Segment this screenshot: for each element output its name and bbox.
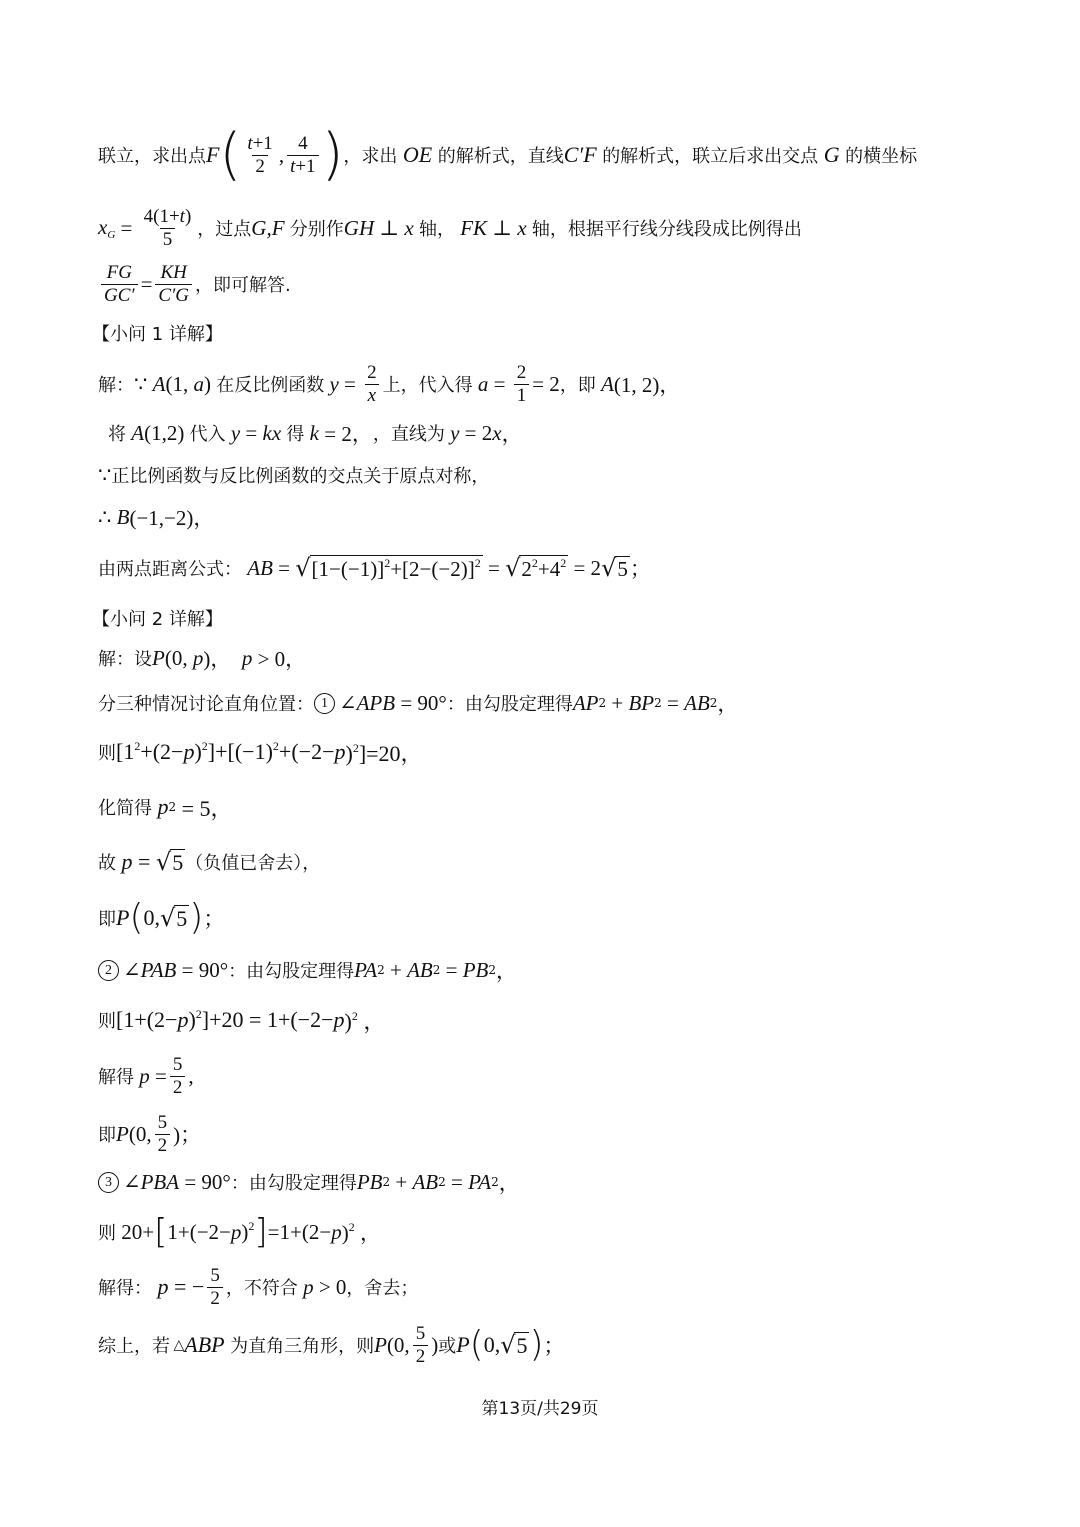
text: ，过点 bbox=[197, 219, 252, 240]
step-line: 将 A (1,2) 代入 y = kx 得 k = 2， ，直线为 y = 2 x ， bbox=[108, 420, 523, 446]
text: ：由勾股定理得 bbox=[446, 694, 573, 715]
text: ，直线为 bbox=[372, 424, 445, 445]
step-line: 解： ∵ A (1, a ) 在反比例函数 y = $\frac{2}{x}$ 上，代入得 a = $\frac{2}{1}$ = 2 ，即 A (1, 2)， bbox=[98, 361, 681, 406]
text: 解得 bbox=[98, 1067, 134, 1088]
text: 为直角三角形，则 bbox=[230, 1336, 375, 1357]
text: 在反比例函数 bbox=[216, 375, 325, 396]
text: 联立，求出点 bbox=[98, 146, 206, 167]
step-line: 即 P ( 0, √ 5 ) ； bbox=[98, 897, 225, 938]
text: 的横坐标 bbox=[845, 146, 918, 167]
text: 的解析式，直线 bbox=[437, 146, 564, 167]
step-line: 由两点距离公式： AB = √ $[1-(-1)]^2+[2-(-2)]^2$ = √ $2^2+4^2$ = 2 √ 5 ； bbox=[98, 554, 651, 582]
text: 分三种情况讨论直角位置： bbox=[98, 694, 314, 715]
subquestion-2-heading: 【小问 2 详解】 bbox=[92, 609, 223, 630]
text: ，即可解答. bbox=[194, 275, 291, 296]
step-line: 则 [1+(2− p )$^2$]+20 = 1+(−2− p )$^2$ ， bbox=[98, 1007, 386, 1034]
text: 分别作 bbox=[289, 219, 344, 240]
text: 则 bbox=[98, 1223, 116, 1244]
text: 解得： bbox=[98, 1278, 152, 1299]
step-line: 故 p = √ 5 （负值已舍去）， bbox=[98, 848, 321, 876]
step-line: ∴ B (−1,−2)， bbox=[98, 504, 215, 530]
step-line: 则 [$1^2+(2-$ p )$^2]+[(-1)^2+(-2-$ p )$^2$]=20， bbox=[98, 739, 423, 766]
text: 则 bbox=[98, 743, 116, 764]
text: 解： bbox=[98, 375, 134, 396]
text: 的解析式，联立后求出交点 bbox=[602, 146, 819, 167]
text: 得 bbox=[286, 424, 305, 445]
text: 化简得 bbox=[98, 798, 152, 819]
intro-line-3: $\frac{FG}{GC'}$ = $\frac{KH}{C'G}$ ，即可解答. bbox=[98, 259, 291, 309]
text: 上，代入得 bbox=[382, 375, 473, 396]
text: 解：设 bbox=[98, 649, 152, 670]
subquestion-1-heading: 【小问 1 详解】 bbox=[92, 324, 223, 345]
text: 代入 bbox=[189, 424, 226, 445]
text: 即 bbox=[98, 1125, 116, 1146]
text: ，求出 bbox=[343, 146, 398, 167]
step-line: ∵ 正比例函数与反比例函数的交点关于原点对称， bbox=[98, 462, 490, 487]
text: ，即 bbox=[559, 375, 596, 396]
text: ，舍去； bbox=[346, 1278, 419, 1299]
text: ：由勾股定理得 bbox=[228, 961, 355, 982]
step-line: 分三种情况讨论直角位置： 1 ∠ APB = 90° ：由勾股定理得 AP 2 + BP 2 = AB 2 ， bbox=[98, 690, 739, 716]
page-number-footer: 第13页/共29页 bbox=[481, 1399, 599, 1419]
step-line: 解：设 P (0, p )， p > 0， bbox=[98, 645, 307, 671]
step-line: 解得： p = − $\frac{5}{2}$ ，不符合 p > 0 ，舍去； bbox=[98, 1264, 419, 1309]
text: 轴， bbox=[418, 219, 455, 240]
text: 由两点距离公式： bbox=[98, 559, 242, 580]
step-line: 2 ∠ PAB = 90° ：由勾股定理得 PA 2 + AB 2 = PB 2 ， bbox=[98, 955, 517, 985]
step-line: 则 20+ [ 1+(−2− p )$^2$ ] =1+(2− p )$^2$ ， bbox=[98, 1212, 381, 1252]
step-line: 综上，若 △ ABP 为直角三角形，则 P (0, $\frac{5}{2}$ ) 或 P ( 0, √ 5 ) ； bbox=[98, 1322, 565, 1367]
text: 即 bbox=[98, 909, 116, 930]
intro-line-1: 联立，求出点 F ( $\frac{t+1}{2}$ , $\frac{4}{t+1}$ ) ，求出 OE 的解析式，直线 C′F 的解析式，联立后求出交点 G 的横坐标 bbox=[98, 122, 918, 187]
text: 将 bbox=[108, 424, 126, 445]
text: 综上，若 bbox=[98, 1336, 170, 1357]
text: 故 bbox=[98, 853, 116, 874]
text: 则 bbox=[98, 1011, 116, 1032]
step-line: 解得 p = $\frac{5}{2}$ , bbox=[98, 1053, 194, 1098]
text: ，不符合 bbox=[225, 1278, 298, 1299]
text: （负值已舍去）， bbox=[185, 853, 321, 874]
intro-line-2: $x_G$ = $\frac{4(1+t)}{5}$ ，过点 G,F 分别作 GH ⊥ x 轴， FK ⊥ x 轴，根据平行线分线段成比例得出 bbox=[98, 205, 802, 250]
step-line: 3 ∠ PBA = 90° ：由勾股定理得 PB 2 + AB 2 = PA 2 ， bbox=[98, 1167, 520, 1197]
text: 正比例函数与反比例函数的交点关于原点对称， bbox=[111, 466, 490, 487]
text: 或 bbox=[438, 1336, 457, 1357]
step-line: 化简得 p 2 = 5， bbox=[98, 794, 233, 821]
text: ：由勾股定理得 bbox=[230, 1173, 357, 1194]
step-line: 即 P (0, $\frac{5}{2}$ )； bbox=[98, 1111, 202, 1156]
text: 轴，根据平行线分线段成比例得出 bbox=[531, 219, 802, 240]
